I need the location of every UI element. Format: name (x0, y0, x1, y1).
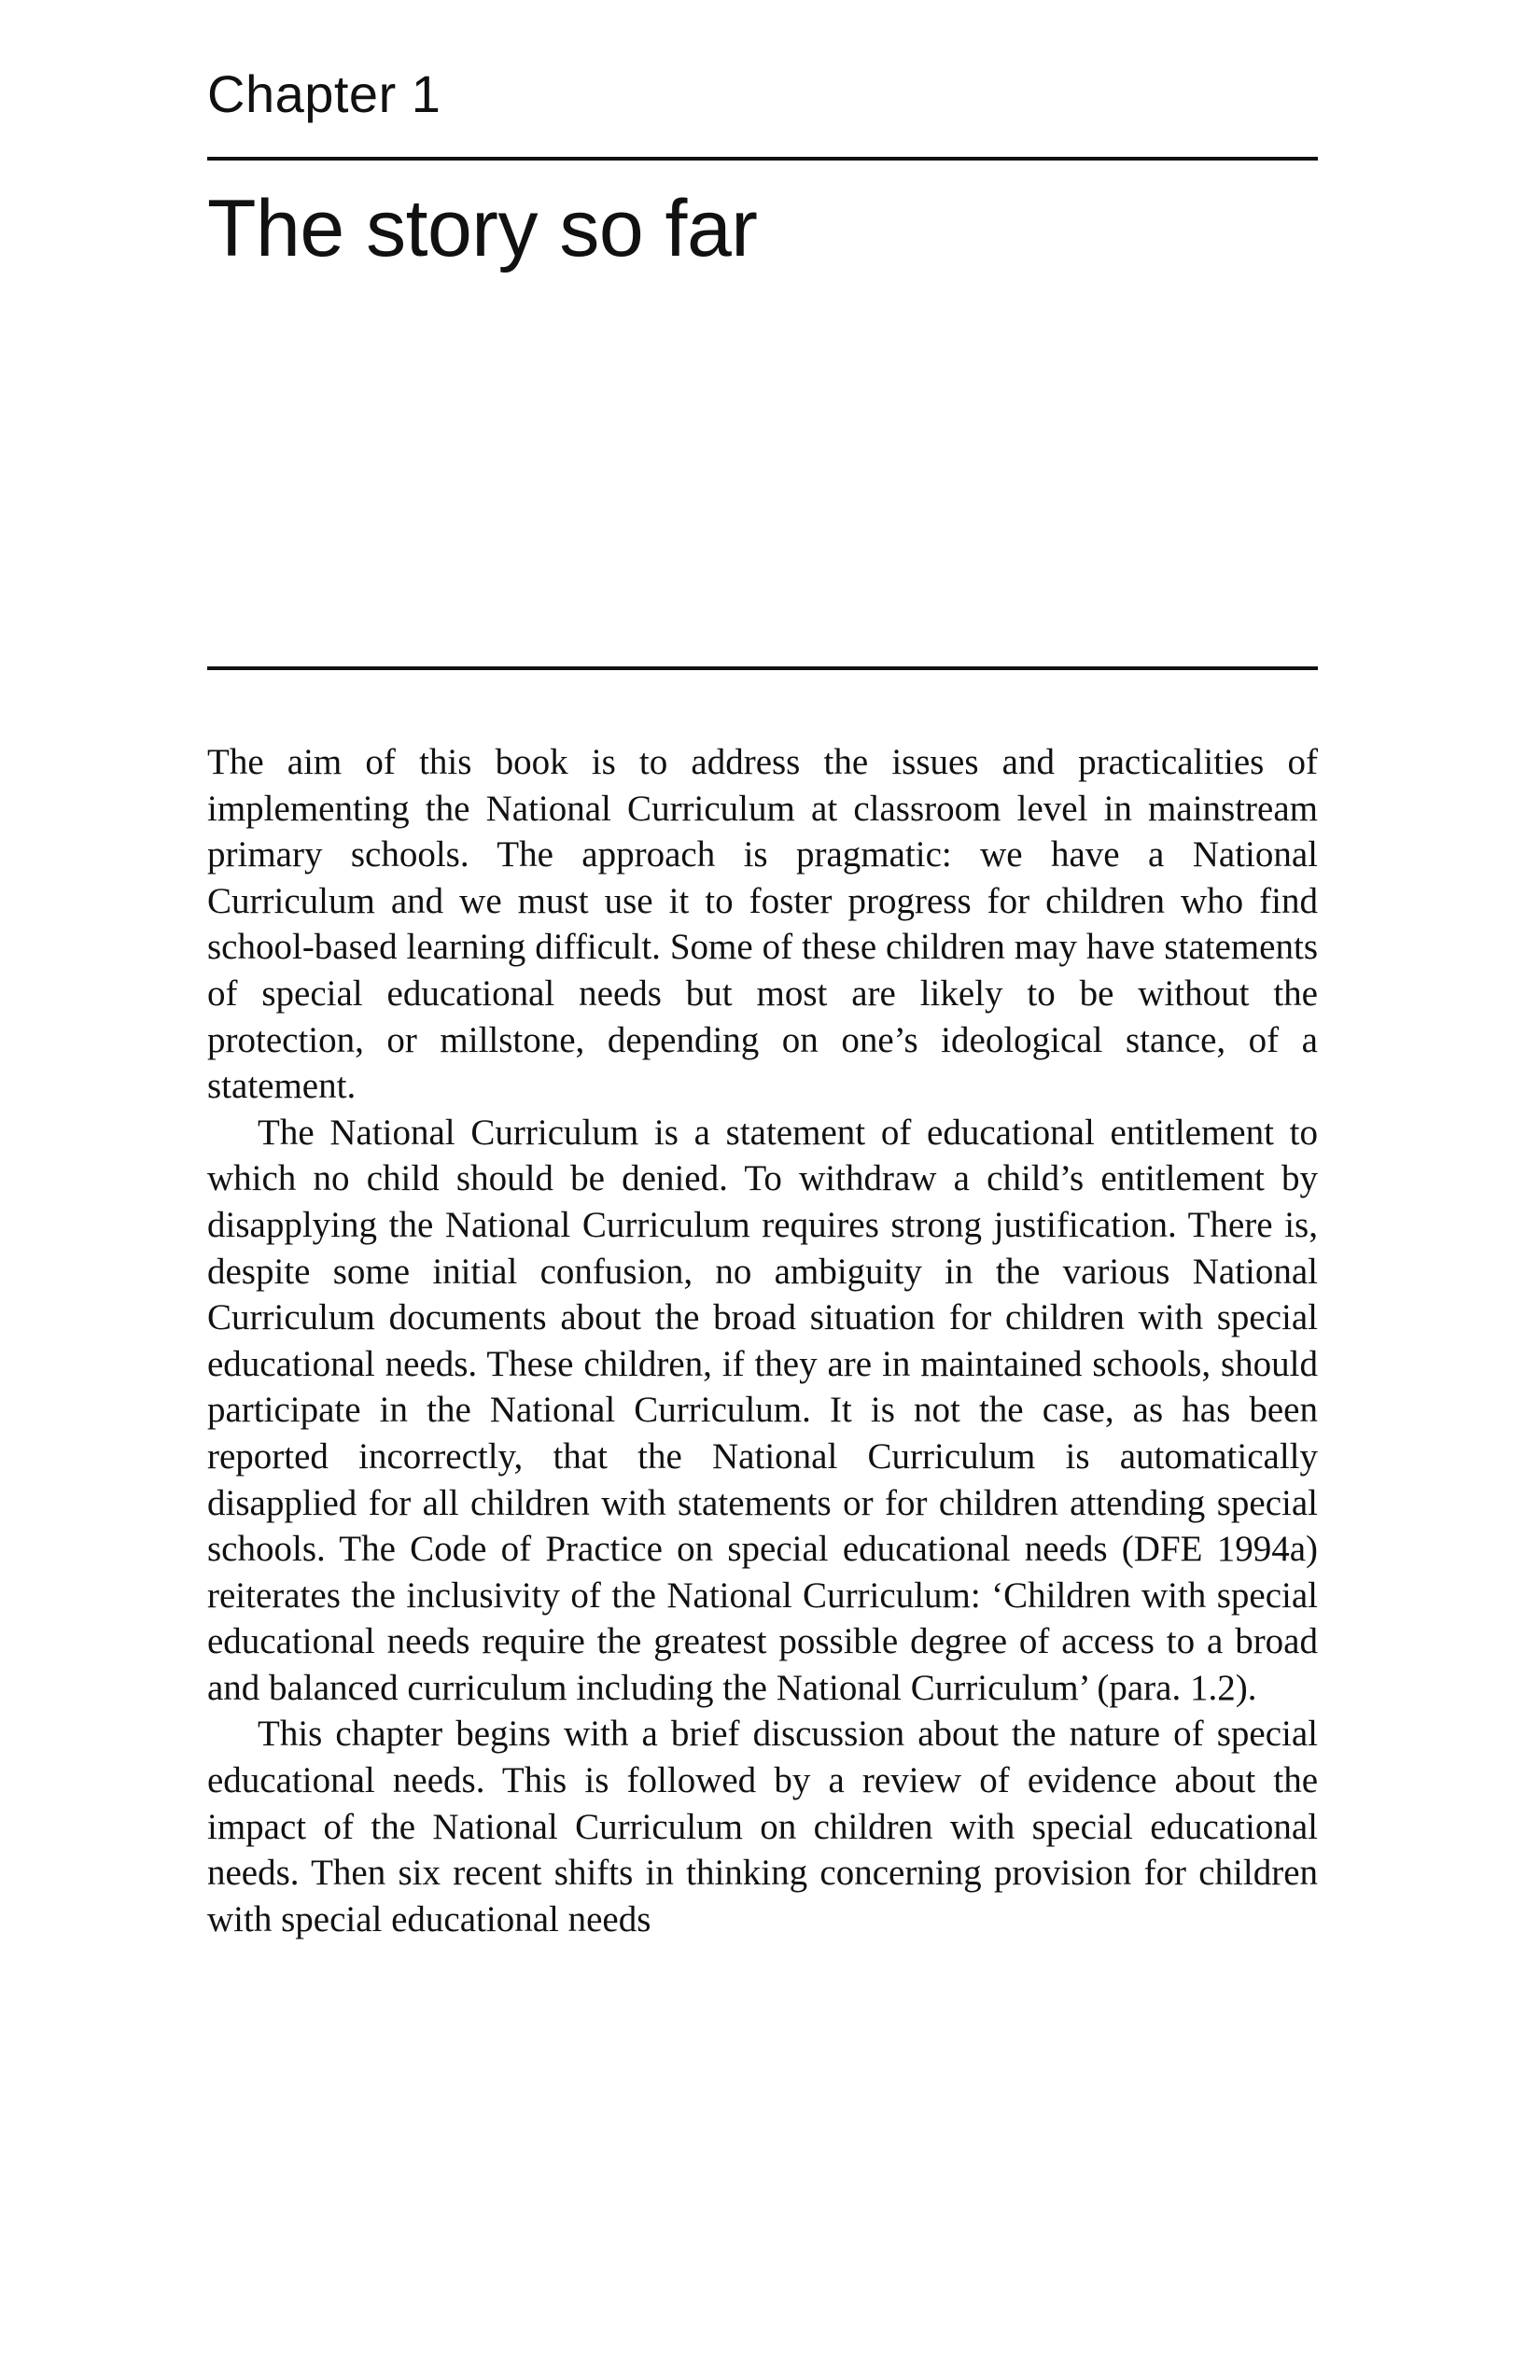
paragraph-3: This chapter begins with a brief discussion about the nature of special educational needs. This is followed by a review of evidence about the impact of the National Curriculum on children with special educational needs. Then six recent shifts in thinking concerning provision for children with special educational needs (207, 1714, 1318, 1939)
bottom-rule (207, 666, 1318, 670)
top-rule (207, 157, 1318, 161)
paragraph-1: The aim of this book is to address the issues and practicalities of implementing the National Curriculum at classroom level in mainstream primary schools. The approach is pragmatic: we have a National Curriculum and we must use it to foster progress for children who find school-based learning difficult. Some of these children may have statements of special educational needs but most are likely to be without the protection, or millstone, depending on one’s ideological stance, of a statement. (207, 742, 1318, 1107)
chapter-title: The story so far (207, 184, 758, 273)
body-text (207, 739, 1318, 1942)
chapter-label: Chapter 1 (207, 64, 441, 123)
paragraph-2: The National Curriculum is a statement of educational entitlement to which no child should be denied. To withdraw a child’s entitlement by disapplying the National Curriculum requires strong justification. There is, despite some initial confusion, no ambiguity in the various National Curriculum documents about the broad situation for children with special educational needs. These children, if they are in maintained schools, should participate in the National Curriculum. It is not the case, as has been reported incorrectly, that the National Curriculum is automatically disapplied for all children with statements or for children attending special schools. The Code of Practice on special educational needs (DFE 1994a) reiterates the inclusivity of the National Curriculum: ‘Children with special educational needs require the greatest possible degree of access to a broad and balanced curriculum including the National Curriculum’ (para. 1.2). (207, 1112, 1318, 1708)
